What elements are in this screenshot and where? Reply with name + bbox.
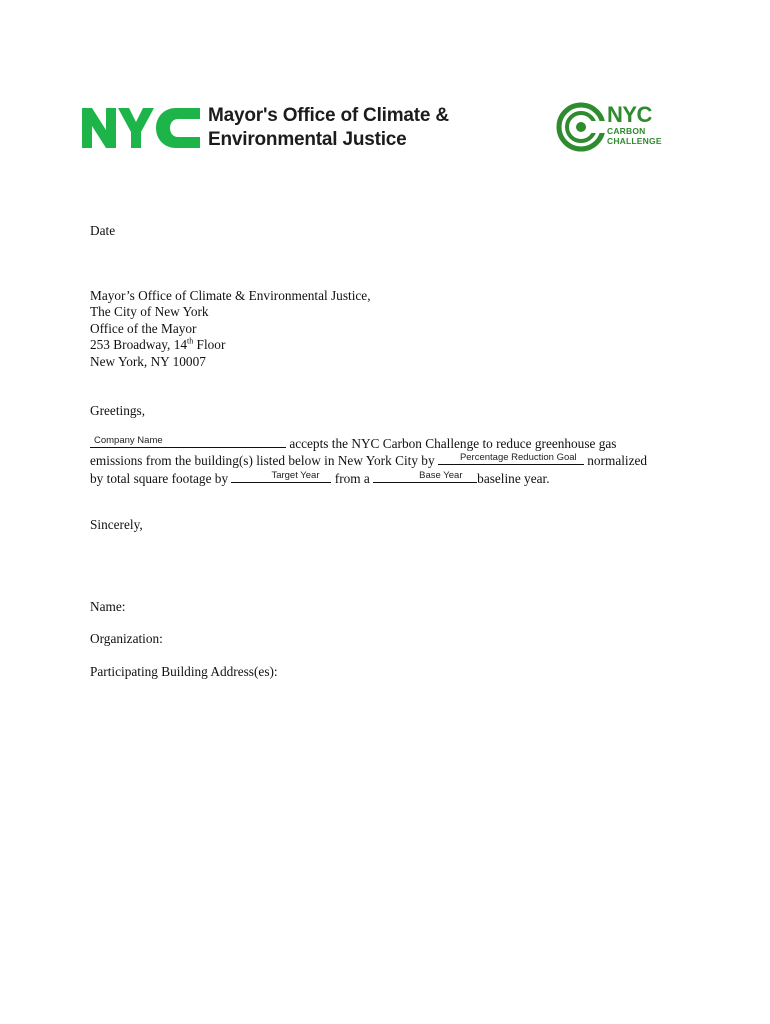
address-line4 <box>90 337 371 353</box>
address-line1: Mayor’s Office of Climate & Environmental Justice, <box>90 288 371 303</box>
paragraph-text6: baseline year. <box>477 470 550 486</box>
office-title-line2: Environmental Justice <box>208 129 407 150</box>
office-title-line1: Mayor's Office of Climate & <box>208 105 449 126</box>
address-line2: The City of New York <box>90 304 209 320</box>
commitment-paragraph <box>90 435 680 487</box>
name-label: Name: <box>90 599 126 614</box>
paragraph-text4: by total square footage by <box>90 470 232 486</box>
carbon-challenge-logo <box>607 104 662 146</box>
organization-label: Organization: <box>90 631 163 646</box>
paragraph-text5: from a <box>331 470 374 486</box>
paragraph-text2: emissions from the building(s) listed below in New York City by <box>90 453 438 469</box>
target-year-placeholder: Target Year <box>271 469 320 481</box>
paragraph-line2 <box>90 452 680 469</box>
letterhead <box>0 0 770 170</box>
base-year-field[interactable] <box>373 470 477 483</box>
paragraph-text1: accepts the NYC Carbon Challenge to reduce greenhouse gas <box>286 436 617 451</box>
reduction-goal-placeholder: Percentage Reduction Goal <box>459 452 577 464</box>
company-name-placeholder: Company Name <box>94 435 163 446</box>
office-title <box>208 104 449 152</box>
paragraph-line3 <box>90 470 680 487</box>
carbon-challenge-nyc: NYC <box>607 102 652 127</box>
carbon-challenge-line2: CHALLENGE <box>607 136 662 146</box>
greeting: Greetings, <box>90 403 146 418</box>
building-addresses-label: Participating Building Address(es): <box>90 664 278 679</box>
closing: Sincerely, <box>90 517 143 532</box>
base-year-placeholder: Base Year <box>419 469 463 481</box>
date-label: Date <box>90 223 116 238</box>
recipient-address <box>90 288 371 370</box>
reduction-goal-field[interactable] <box>438 452 584 465</box>
address-floor: Floor <box>193 337 226 353</box>
address-line3: Office of the Mayor <box>90 320 197 336</box>
paragraph-text3: normalized <box>583 453 648 469</box>
company-name-field[interactable] <box>90 435 286 448</box>
address-street: 253 Broadway, 14 <box>90 337 187 353</box>
carbon-challenge-line1: CARBON <box>607 126 646 136</box>
carbon-challenge-icon <box>556 102 606 152</box>
address-line5: New York, NY 10007 <box>90 353 206 369</box>
target-year-field[interactable] <box>231 470 331 483</box>
paragraph-line1 <box>90 435 680 452</box>
nyc-logo <box>82 108 200 148</box>
address-floor-sup: th <box>187 336 194 346</box>
